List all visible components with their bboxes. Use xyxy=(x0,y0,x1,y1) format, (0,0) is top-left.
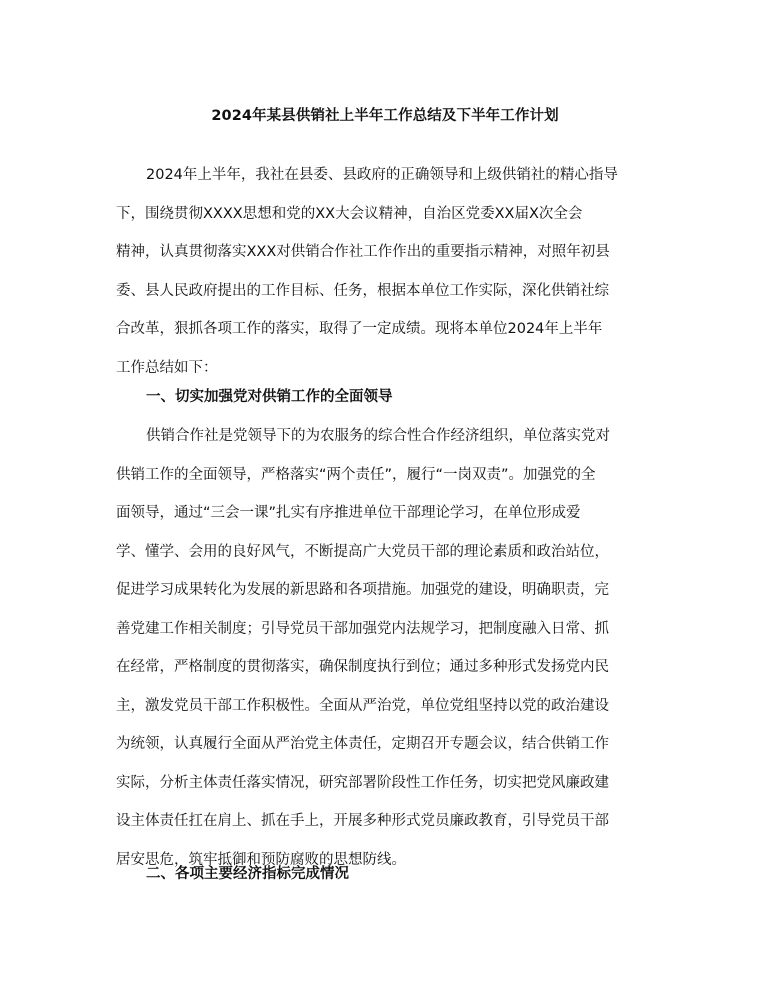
section-1-line: 实际，分析主体责任落实情况，研究部署阶段性工作任务，切实把党风廉政建 xyxy=(116,774,609,791)
section-1-line: 设主体责任扛在肩上、抓在手上，开展多种形式党员廉政教育，引导党员干部 xyxy=(116,813,609,829)
section-2-heading: 二、各项主要经济指标完成情况 xyxy=(146,866,349,882)
section-1-line: 学、懂学、会用的良好风气，不断提高广大党员干部的理论素质和政治站位， xyxy=(116,543,609,560)
section-1-line: 面领导，通过“三会一课”扎实有序推进单位干部理论学习，在单位形成爱 xyxy=(116,505,581,521)
intro-line: 2024年上半年，我社在县委、县政府的正确领导和上级供销社的精心指导 xyxy=(146,167,618,183)
intro-line: 工作总结如下： xyxy=(116,359,218,376)
section-1-line: 居安思危，筑牢抵御和预防腐败的思想防线。 xyxy=(116,851,406,868)
section-1-line: 供销工作的全面领导，严格落实“两个责任”，履行“一岗双责”。加强党的全 xyxy=(116,466,596,483)
section-1-line: 主，激发党员干部工作积极性。全面从严治党，单位党组坚持以党的政治建设 xyxy=(116,697,609,714)
intro-paragraph xyxy=(116,156,656,387)
section-1-heading: 一、切实加强党对供销工作的全面领导 xyxy=(146,389,393,405)
intro-line: 合改革，狠抓各项工作的落实，取得了一定成绩。现将本单位2024年上半年 xyxy=(116,321,603,337)
section-1-line: 供销合作社是党领导下的为农服务的综合性合作经济组织，单位落实党对 xyxy=(146,428,610,444)
section-1-line: 善党建工作相关制度；引导党员干部加强党内法规学习，把制度融入日常、抓 xyxy=(116,620,609,637)
intro-line: 精神，认真贯彻落实XXX对供销合作社工作作出的重要指示精神，对照年初县 xyxy=(116,244,610,260)
intro-line: 委、县人民政府提出的工作目标、任务，根据本单位工作实际，深化供销社综 xyxy=(116,282,609,299)
section-1-paragraph xyxy=(116,417,656,879)
document-title: 2024年某县供销社上半年工作总结及下半年工作计划 xyxy=(211,108,559,124)
section-1-line: 为统领，认真履行全面从严治党主体责任，定期召开专题会议，结合供销工作 xyxy=(116,736,609,752)
intro-line: 下，围绕贯彻XXXX思想和党的XX大会议精神，自治区党委XX届X次全会 xyxy=(116,205,583,222)
section-1-line: 在经常，严格制度的贯彻落实，确保制度执行到位；通过多种形式发扬党内民 xyxy=(116,659,609,675)
section-1-line: 促进学习成果转化为发展的新思路和各项措施。加强党的建设，明确职责，完 xyxy=(116,582,609,598)
